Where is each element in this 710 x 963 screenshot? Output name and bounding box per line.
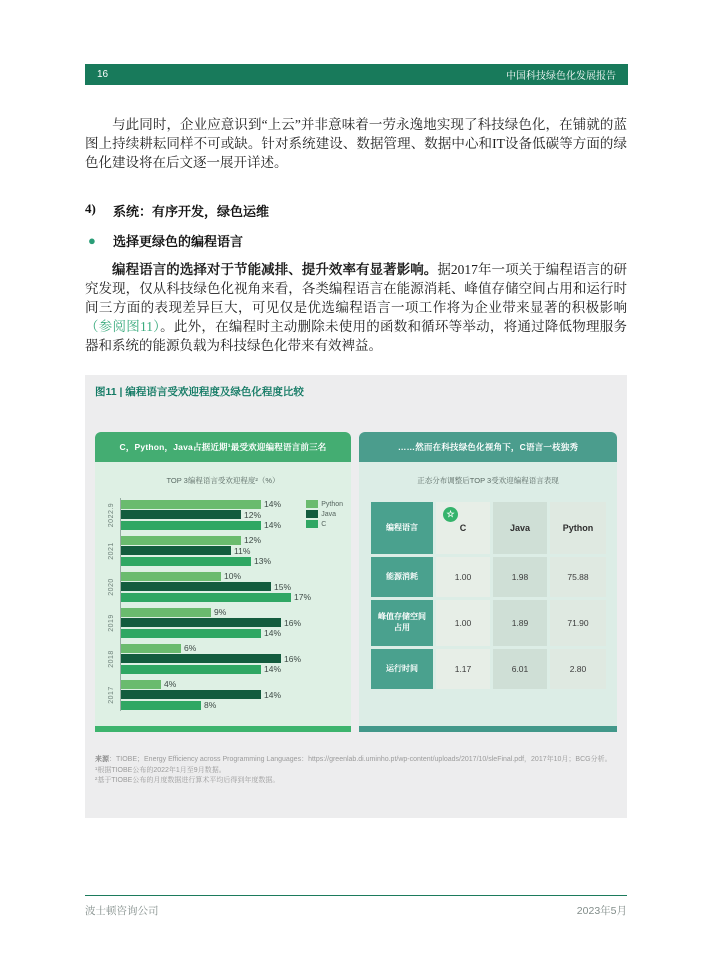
table-cell: 1.00 [436,557,490,597]
performance-table-title: 正态分布调整后TOP 3受欢迎编程语言表现 [417,476,559,485]
bar-value-label: 14% [264,689,282,700]
bar-value-label: 8% [204,700,217,711]
bar-row [121,664,345,675]
bar-value-label: 4% [164,679,177,690]
bar-value-label: 15% [274,581,292,592]
table-row-label: 能源消耗 [371,557,433,597]
bar-row [121,535,345,546]
paragraph-1 [85,115,627,172]
bar-c [121,557,251,566]
bar-python [121,608,211,617]
paragraph-2-bold: 编程语言的选择对于节能减排、提升效率有显著影响。 [112,262,438,277]
bar-group [108,571,345,603]
bar-row [121,643,345,654]
bar-value-label: 14% [264,499,282,510]
figure-title: 图11 | 编程语言受欢迎程度及绿色化程度比较 [95,386,304,398]
legend-swatch [306,520,318,528]
legend-swatch [306,510,318,518]
table-cell: 2.80 [550,649,606,689]
category-label: 2022.9 [108,502,115,527]
legend-item [306,500,343,508]
star-badge [443,507,458,522]
footnote-1: ¹根据TIOBE公布的2022年1月至9月数据。 [95,766,226,774]
bar-java [121,618,281,627]
bar-group [108,679,345,711]
bar-python [121,644,181,653]
bar-row [121,556,345,567]
category-label: 2017 [108,685,115,704]
bar-value-label: 14% [264,628,282,639]
table-cell: 6.01 [493,649,547,689]
bar-row [121,582,345,593]
bar-java [121,546,231,555]
legend-label: Python [321,500,343,508]
figure-11-reference-link[interactable]: （参阅图11） [85,319,161,334]
bar-row [121,592,345,603]
column-header-label: Java [509,523,531,533]
bar-c [121,629,261,638]
paragraph-2-text-after: 。此外，在编程时主动删除未使用的函数和循环等举动，将通过降低物理服务器和系统的能源负载为科技绿色化带来有效裨益。 [85,319,627,353]
section-number: 4) [85,201,96,216]
figure-11-block [85,375,627,818]
footer-company: 波士顿咨询公司 [85,905,159,917]
legend-swatch [306,500,318,508]
category-label: 2019 [108,613,115,632]
green-performance-panel-header: ……然而在科技绿色化视角下，C语言一枝独秀 [359,432,617,462]
popularity-panel-footer-strip [95,726,351,732]
source-label: 来源 [95,756,109,763]
paragraph-1-text: 与此同时，企业应意识到“上云”并非意味着一劳永逸地实现了科技绿色化，在铺就的蓝图上持续耕耘同样不可或缺。针对系统建设、数据管理、数据中心和IT设备低碳等方面的绿色化建设将在后文逐一展开详述。 [85,117,627,170]
table-cell: 71.90 [550,600,606,646]
bar-row [121,607,345,618]
report-title: 中国科技绿色化发展报告 [506,71,616,82]
bar-python [121,572,221,581]
bar-row [121,690,345,701]
bar-value-label: 9% [214,607,227,618]
popularity-panel [95,432,351,732]
category-label: 2020 [108,577,115,596]
source-text: ：TIOBE；Energy Efficiency across Programming Languages：https://greenlab.di.uminho.pt/wp-content/uploads/2017/10/sleFinal.pdf，2017年10月；BCG分析。 [109,756,612,763]
legend-item [306,520,343,528]
bar-value-label: 11% [234,545,251,556]
bar-row [121,546,345,557]
source-block [95,755,617,787]
table-cell: 1.89 [493,600,547,646]
legend-label: C [321,520,327,528]
bar-python [121,500,261,509]
bar-group [108,643,345,675]
page-footer [85,895,627,918]
category-label: 2018 [108,649,115,668]
table-cell: 1.98 [493,557,547,597]
bar-row [121,628,345,639]
green-performance-panel-footer-strip [359,726,617,732]
bar-chart-groups [108,498,345,711]
bar-c [121,665,261,674]
legend-label: Java [321,510,336,518]
bar-java [121,582,271,591]
bar-java [121,690,261,699]
bar-row [121,571,345,582]
page-header-bar [85,64,628,85]
bar-value-label: 13% [254,556,272,567]
paragraph-2-text: 据2017年一项关于编程语言的研究发现，仅从科技绿色化视角来看，各类编程语言在能源消耗、峰值存储空间占用和运行时间三方面的表现差异巨大，可见仅是优选编程语言一项工作将为企业带来显著的积极影响 [85,262,628,315]
table-cell: 1.00 [436,600,490,646]
popularity-panel-body [95,462,351,726]
performance-table [371,502,606,689]
bar-value-label: 14% [264,520,282,531]
legend-item [306,510,343,518]
footnote-2: ²基于TIOBE公布的月度数据进行算术平均后得到年度数据。 [95,777,280,784]
bar-value-label: 16% [284,653,302,664]
bar-java [121,510,241,519]
bar-chart [105,498,345,720]
popularity-panel-header: C，Python，Java占据近期¹最受欢迎编程语言前三名 [95,432,351,462]
bar-c [121,521,261,530]
bar-row [121,700,345,711]
column-header-label: Python [562,523,594,533]
bar-value-label: 6% [184,643,197,654]
table-column-header-c [436,502,490,554]
bar-value-label: 16% [284,617,302,628]
table-row-label: 峰值存储空间占用 [371,600,433,646]
bar-value-label: 14% [264,664,282,675]
footer-date: 2023年5月 [576,905,627,917]
bar-c [121,593,291,602]
bar-group [108,535,345,567]
bar-row [121,654,345,665]
table-cell: 1.17 [436,649,490,689]
bar-chart-title: TOP 3编程语言受欢迎程度²（%） [166,476,280,485]
star-icon: ☆ [446,509,455,519]
column-header-label: C [459,523,467,533]
bullet-item [85,231,627,250]
section-heading [85,201,627,220]
table-column-header-python [550,502,606,554]
section-title: 系统：有序开发，绿色运维 [113,204,270,219]
table-column-header-java [493,502,547,554]
bar-row [121,679,345,690]
figure-panels [95,432,617,732]
category-label: 2021 [108,541,115,560]
table-corner-header: 编程语言 [371,502,433,554]
bar-value-label: 12% [244,509,262,520]
bullet-icon: ● [88,233,96,248]
chart-legend [306,500,343,528]
table-cell: 75.88 [550,557,606,597]
green-performance-panel [359,432,617,732]
bullet-label: 选择更绿色的编程语言 [113,234,244,249]
paragraph-2 [85,260,627,355]
bar-python [121,536,241,545]
source-line [95,755,617,766]
bar-value-label: 12% [244,535,262,546]
bar-group [108,607,345,639]
bar-java [121,654,281,663]
table-row-label: 运行时间 [371,649,433,689]
green-performance-panel-body [359,462,617,726]
page-number: 16 [97,69,109,80]
bar-python [121,680,161,689]
bar-row [121,618,345,629]
bar-value-label: 10% [224,571,242,582]
bar-value-label: 17% [294,592,312,603]
bar-c [121,701,201,710]
